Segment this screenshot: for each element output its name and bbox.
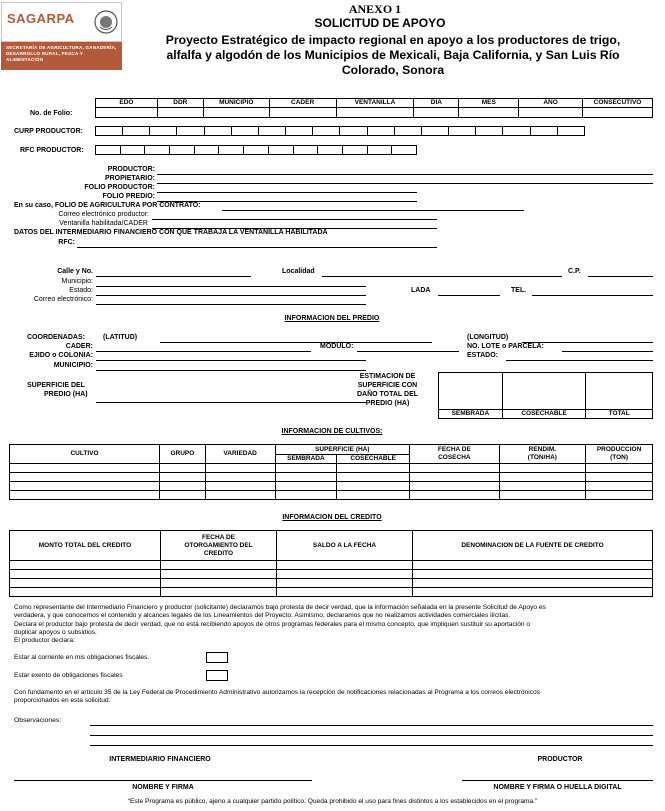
folio-col-mes: MES xyxy=(459,99,519,108)
street-label: Calle y No. xyxy=(57,268,93,275)
cultivos-section-title: INFORMACION DE CULTIVOS: xyxy=(281,428,383,435)
lote-label: NO. LOTE o PARCELA: xyxy=(467,343,544,350)
productor-signature-line[interactable] xyxy=(462,780,653,781)
nombre-firma-huella-label: NOMBRE Y FIRMA O HUELLA DIGITAL xyxy=(493,784,622,791)
notification-text xyxy=(14,689,660,706)
rfc-label: RFC PRODUCTOR: xyxy=(20,147,84,154)
folio-cell[interactable] xyxy=(583,108,653,118)
opt-corriente-label: Estar al corriente en mis obligaciones fiscales. xyxy=(14,654,150,661)
observaciones-line-3[interactable] xyxy=(90,745,653,746)
folio-col-dia: DIA xyxy=(414,99,459,108)
folio-col-municipio: MUNICIPIO xyxy=(203,99,269,108)
curp-label: CURP PRODUCTOR: xyxy=(14,128,83,135)
folio-cell[interactable] xyxy=(519,108,583,118)
folio-cell[interactable] xyxy=(203,108,269,118)
ejido-field[interactable] xyxy=(96,360,366,361)
cultivo-header: CULTIVO xyxy=(10,445,160,464)
folio-table xyxy=(95,98,653,118)
logo-brand: SAGARPA xyxy=(7,11,75,26)
cader-field[interactable] xyxy=(96,351,311,352)
fecha-cosecha-header xyxy=(410,445,500,464)
mexico-seal-icon xyxy=(93,8,119,36)
folio-contrato-label: En su caso, FOLIO DE AGRICULTURA POR CONTRATO: xyxy=(14,202,201,209)
table-row[interactable] xyxy=(10,570,653,579)
lat-field[interactable] xyxy=(160,342,432,343)
folio-col-consecutivo: CONSECUTIVO xyxy=(583,99,653,108)
lada-field[interactable] xyxy=(438,295,500,296)
opt-corriente-checkbox[interactable] xyxy=(206,652,228,663)
table-row[interactable] xyxy=(10,464,653,473)
fuente-header: DENOMINACION DE LA FUENTE DE CREDITO xyxy=(413,531,653,561)
folio-col-ano: AÑO xyxy=(519,99,583,108)
table-row[interactable] xyxy=(10,491,653,500)
predio-section-title: INFORMACION DEL PREDIO xyxy=(284,315,380,322)
email-field[interactable] xyxy=(96,304,366,305)
lat-label: (LATITUD) xyxy=(103,334,138,341)
estimacion-table xyxy=(438,372,653,419)
produccion-line-2: (TON) xyxy=(610,454,629,461)
correo-productor-field[interactable] xyxy=(152,219,437,220)
project-title-line-3: Colorado, Sonora xyxy=(341,63,445,77)
correo-productor-label: Correo electrónico productor: xyxy=(58,211,149,218)
estimacion-label-line-4: PREDIO (HA) xyxy=(365,400,410,407)
propietario-field[interactable] xyxy=(157,183,653,184)
estimacion-label-line-2: SUPERFICIE CON xyxy=(357,382,418,389)
saldo-header: SALDO A LA FECHA xyxy=(277,531,413,561)
tel-field[interactable] xyxy=(532,295,653,296)
sembrada-header: SEMBRADA xyxy=(275,455,337,464)
folio-cell[interactable] xyxy=(336,108,414,118)
lon-label: (LONGITUD) xyxy=(467,334,509,341)
folio-cell[interactable] xyxy=(96,108,158,118)
notification-line-1: Con fundamento en el artículo 35 de la Ley Federal de Procedimiento Administrativo autorizamos la recepción de notificaciones relacionadas al Programa a los correos electrónicos xyxy=(14,689,540,696)
produccion-line-1: PRODUCCION xyxy=(596,446,642,453)
fecha-otorgamiento-line-2: OTORGAMIENTO DEL xyxy=(184,541,253,549)
grupo-header: GRUPO xyxy=(159,445,205,464)
cader-label: CADER: xyxy=(65,343,93,350)
rendimiento-header xyxy=(499,445,586,464)
coords-label: COORDENADAS: xyxy=(27,334,85,341)
declaration-p3: El productor declara: xyxy=(14,637,75,645)
observaciones-line-1[interactable] xyxy=(90,725,653,726)
table-row[interactable] xyxy=(10,482,653,491)
rfc2-label: RFC: xyxy=(58,239,75,246)
rendimiento-line-2: (TON/HA) xyxy=(527,454,557,461)
est-col-cosechable: COSECHABLE xyxy=(502,410,586,419)
intermediario-label: INTERMEDIARIO FINANCIERO xyxy=(109,756,211,763)
opt-exento-label: Estar exento de obligaciones fiscales xyxy=(14,672,123,679)
folio-col-ventanilla: VENTANILLA xyxy=(336,99,414,108)
rendimiento-line-1: RENDIM. xyxy=(528,446,557,453)
folio-cell[interactable] xyxy=(459,108,519,118)
fecha-cosecha-line-1: FECHA DE xyxy=(437,446,471,453)
modulo-field[interactable] xyxy=(357,351,459,352)
table-row[interactable] xyxy=(10,473,653,482)
declaration-p2-line-2: duplicar apoyos o subsidios. xyxy=(14,628,97,636)
cultivos-table xyxy=(9,444,653,500)
fecha-otorgamiento-line-1: FECHA DE xyxy=(202,533,235,541)
curp-grid[interactable] xyxy=(95,126,585,136)
est-cosechable-cell[interactable] xyxy=(502,373,586,410)
folio-col-edo: EDO xyxy=(96,99,158,108)
propietario-label: PROPIETARIO: xyxy=(104,175,155,182)
observaciones-line-2[interactable] xyxy=(90,735,653,736)
folio-cell[interactable] xyxy=(414,108,459,118)
est-sembrada-cell[interactable] xyxy=(439,373,503,410)
fecha-otorgamiento-header xyxy=(161,531,277,561)
folio-predio-label: FOLIO PREDIO: xyxy=(102,193,155,200)
est-col-sembrada: SEMBRADA xyxy=(439,410,503,419)
project-title-line-2: alfalfa y algodón de los Municipios de Mexicali, Baja California, y San Luis Río xyxy=(166,48,620,62)
productor-sign-label: PRODUCTOR xyxy=(537,756,583,763)
cp-label: C.P. xyxy=(568,268,581,275)
modulo-label: MODULO: xyxy=(320,343,354,350)
folio-productor-field[interactable] xyxy=(157,192,417,193)
productor-label: PRODUCTOR: xyxy=(107,166,155,173)
intermediario-signature-line[interactable] xyxy=(14,780,312,781)
municipio-label: MUNICIPIO: xyxy=(53,362,93,369)
declaration-text xyxy=(14,604,660,645)
notification-line-2: proporcionados en esta solicitud. xyxy=(14,697,111,705)
tel-label: TEL. xyxy=(511,287,527,294)
superficie-field[interactable] xyxy=(96,402,366,403)
estado-label: ESTADO: xyxy=(467,352,498,359)
footer-legend: “Este Programa es público, ajeno a cualquier partido político. Queda prohibido el uso para fines distintos a los establecidos en el programa.” xyxy=(127,798,538,805)
opt-exento-checkbox[interactable] xyxy=(206,670,228,681)
cosechable-header: COSECHABLE xyxy=(337,455,410,464)
folio-productor-label: FOLIO PRODUCTOR: xyxy=(84,184,155,191)
credito-section-title: INFORMACION DEL CREDITO xyxy=(282,514,382,521)
table-row[interactable] xyxy=(10,561,653,570)
folio-contrato-field[interactable] xyxy=(222,210,524,211)
folio-cell[interactable] xyxy=(269,108,336,118)
ejido-label: EJIDO o COLONIA: xyxy=(29,352,93,359)
superficie-label xyxy=(27,381,88,399)
municipality-label: Municipio: xyxy=(61,278,93,285)
declaration-p2-line-1: Declara el productor bajo protesta de decir verdad, que no está recibiendo apoyos de otros programas federales para el mismo concepto, que impliquen sustituir su aportación o xyxy=(14,620,531,628)
monto-header: MONTO TOTAL DEL CREDITO xyxy=(10,531,161,561)
locality-label: Localidad xyxy=(282,268,315,275)
superficie-header: SUPERFICIE (HA) xyxy=(275,445,410,455)
anexo-label: ANEXO 1 xyxy=(348,2,402,16)
municipality-field[interactable] xyxy=(96,286,366,287)
folio-cell[interactable] xyxy=(157,108,203,118)
lote-field[interactable] xyxy=(562,351,653,352)
est-col-total: TOTAL xyxy=(586,410,653,419)
project-title xyxy=(123,33,663,78)
table-row[interactable] xyxy=(10,588,653,597)
produccion-header xyxy=(586,445,653,464)
estado-field[interactable] xyxy=(506,360,653,361)
nombre-firma-label: NOMBRE Y FIRMA xyxy=(132,784,194,791)
credito-table xyxy=(9,530,653,597)
cp-field[interactable] xyxy=(588,276,653,277)
ventanilla-label: Ventanilla habilitada/CADER xyxy=(59,220,148,227)
folio-col-ddr: DDR xyxy=(157,99,203,108)
street-field[interactable] xyxy=(96,276,251,277)
municipio-field[interactable] xyxy=(96,370,366,371)
intermediary-label: DATOS DEL INTERMEDIARIO FINANCIERO CON QUE TRABAJA LA VENTANILLA HABILITADA xyxy=(14,229,328,236)
superficie-label-line-1: SUPERFICIE DEL xyxy=(27,382,85,389)
project-title-line-1: Proyecto Estratégico de impacto regional en apoyo a los productores de trigo, xyxy=(165,33,621,47)
est-total-cell[interactable] xyxy=(586,373,653,410)
rfc-grid[interactable] xyxy=(95,145,417,155)
sagarpa-logo xyxy=(1,2,122,70)
state-field[interactable] xyxy=(96,295,366,296)
logo-subtitle: SECRETARÍA DE AGRICULTURA, GANADERÍA, DESARROLLO RURAL, PESCA Y ALIMENTACIÓN xyxy=(6,45,117,63)
rfc2-field[interactable] xyxy=(77,247,437,248)
email-label: Correo electrónico: xyxy=(33,296,93,303)
form-title: SOLICITUD DE APOYO xyxy=(314,16,446,30)
folio-col-cader: CADER xyxy=(269,99,336,108)
variedad-header: VARIEDAD xyxy=(205,445,275,464)
fecha-cosecha-line-2: COSECHA xyxy=(438,454,471,461)
estimacion-label-line-3: DAÑO TOTAL DEL xyxy=(356,391,419,398)
estimacion-label xyxy=(345,372,430,408)
declaration-p1-line-1: Como representante del Intermediario Financiero y productor (solicitante) declaramos bajo protesta de decir verdad, que la información señalada en la presente Solicitud de Apoyo es xyxy=(14,604,546,611)
estimacion-label-line-1: ESTIMACION DE xyxy=(359,373,416,380)
state-label: Estado: xyxy=(69,287,93,294)
declaration-p1-line-2: verdadera, y que conocemos el contenido y alcances legales de los Lineamientos del Proyecto. Asimismo, declaramos que no realizamos actividades comerciales ilícitas. xyxy=(14,612,511,620)
productor-field[interactable] xyxy=(157,174,653,175)
lada-label: LADA xyxy=(411,287,431,294)
folio-label: No. de Folio: xyxy=(30,110,73,117)
superficie-label-line-2: PREDIO (HA) xyxy=(44,391,88,398)
table-row[interactable] xyxy=(10,579,653,588)
observaciones-label: Observaciones: xyxy=(14,717,62,724)
fecha-otorgamiento-line-3: CREDITO xyxy=(203,549,234,557)
locality-field[interactable] xyxy=(322,276,562,277)
